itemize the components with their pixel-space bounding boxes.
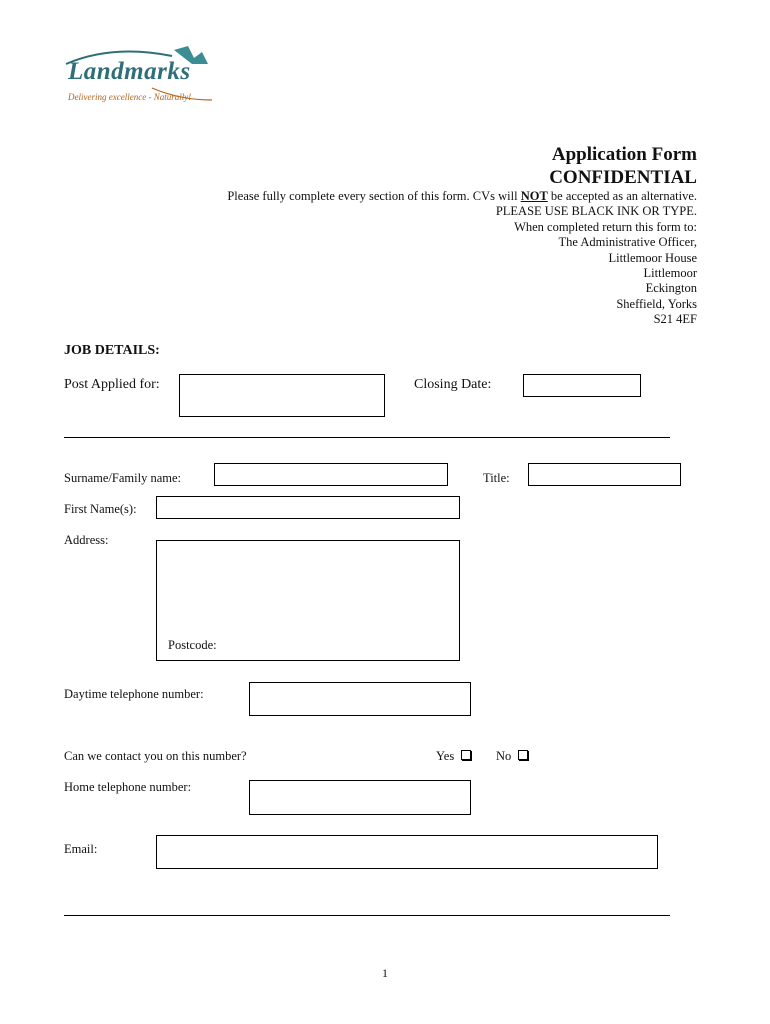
surname-field[interactable]	[214, 463, 448, 486]
section-divider	[64, 437, 670, 438]
logo-tagline: Delivering excellence - Naturally!	[68, 92, 192, 102]
no-label: No	[496, 749, 512, 763]
return-notice: When completed return this form to:	[514, 219, 697, 234]
instruction-emphasis: NOT	[520, 189, 548, 203]
return-address-line: Littlemoor House	[608, 250, 697, 265]
return-address-line: Sheffield, Yorks	[616, 296, 697, 311]
closing-date-label: Closing Date:	[414, 377, 492, 392]
address-label: Address:	[64, 533, 109, 547]
confidential-heading: CONFIDENTIAL	[549, 167, 697, 188]
closing-date-field[interactable]	[523, 374, 641, 397]
yes-label: Yes	[436, 749, 455, 763]
post-applied-field[interactable]	[179, 374, 385, 417]
title-label: Title:	[483, 471, 510, 485]
title-field[interactable]	[528, 463, 681, 486]
post-applied-label: Post Applied for:	[64, 377, 160, 392]
logo-wordmark: Landmarks	[68, 58, 191, 85]
instruction-line	[227, 189, 697, 204]
contact-yes-option[interactable]	[436, 749, 471, 764]
no-checkbox-icon[interactable]	[518, 750, 528, 760]
email-label: Email:	[64, 842, 98, 856]
home-phone-field[interactable]	[249, 780, 471, 815]
postcode-label: Postcode:	[168, 638, 217, 652]
surname-label: Surname/Family name:	[64, 471, 181, 485]
form-title: Application Form	[551, 144, 697, 165]
return-address-line: Eckington	[645, 281, 697, 296]
page-number: 1	[382, 966, 388, 980]
first-names-field[interactable]	[156, 496, 460, 519]
ink-notice: PLEASE USE BLACK INK OR TYPE.	[495, 204, 697, 219]
address-field[interactable]	[156, 540, 460, 661]
instructions-block	[227, 189, 697, 328]
landmarks-logo	[62, 42, 222, 114]
return-address-line: S21 4EF	[653, 312, 697, 327]
email-field[interactable]	[156, 835, 658, 869]
home-phone-label: Home telephone number:	[64, 780, 192, 794]
job-details-heading: JOB DETAILS:	[64, 343, 160, 358]
yes-checkbox-icon[interactable]	[461, 750, 471, 760]
return-address-line: Littlemoor	[643, 266, 697, 281]
daytime-phone-field[interactable]	[249, 682, 471, 716]
first-names-label: First Name(s):	[64, 502, 137, 516]
contact-question: Can we contact you on this number?	[64, 749, 247, 763]
return-address-line: The Administrative Officer,	[558, 235, 697, 250]
contact-no-option[interactable]	[496, 749, 528, 764]
instruction-text-pre: Please fully complete every section of this form. CVs will	[227, 189, 521, 203]
instruction-text-post: be accepted as an alternative.	[547, 189, 697, 203]
daytime-phone-label: Daytime telephone number:	[64, 687, 204, 701]
section-divider	[64, 915, 670, 916]
